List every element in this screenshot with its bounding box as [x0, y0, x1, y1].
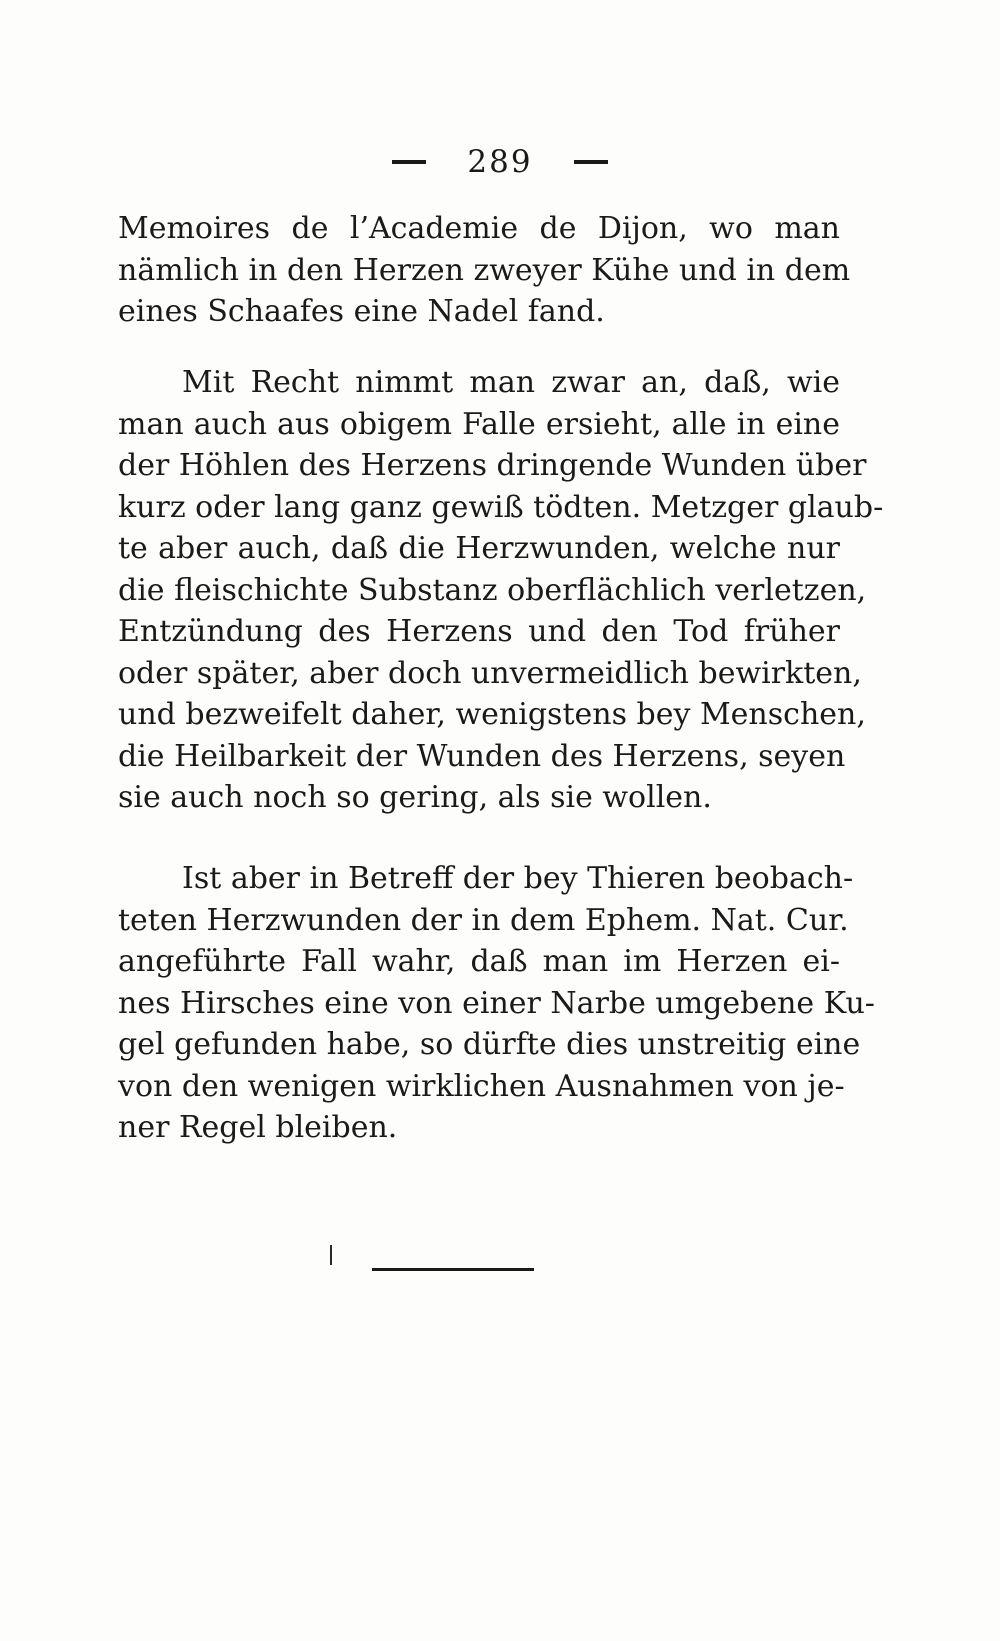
- header-dash-right: [574, 160, 608, 164]
- text-line: angeführte Fall wahr, daß man im Herzen ei-: [118, 944, 840, 979]
- text-line: Entzündung des Herzens und den Tod früher: [118, 614, 840, 649]
- paragraph-3: [118, 858, 875, 1149]
- print-speck: [330, 1245, 332, 1265]
- text-line: kurz oder lang ganz gewiß tödten. Metzger glaub-: [118, 489, 884, 525]
- text-line: man auch aus obigem Falle ersieht, alle in eine: [118, 406, 840, 442]
- page-header: [0, 142, 1000, 180]
- section-end-rule: [372, 1268, 534, 1271]
- text-line: sie auch noch so gering, als sie wollen.: [118, 780, 712, 815]
- header-dash-left: [392, 160, 426, 164]
- text-line: gel gefunden habe, so dürfte dies unstreitig eine: [118, 1027, 861, 1062]
- text-line: Ist aber in Betreff der bey Thieren beobach-: [182, 861, 854, 896]
- text-line: die fleischichte Substanz oberflächlich verletzen,: [118, 572, 867, 608]
- text-line: die Heilbarkeit der Wunden des Herzens, seyen: [118, 738, 846, 774]
- paragraph-2: [118, 362, 884, 819]
- text-line: und bezweifelt daher, wenigstens bey Menschen,: [118, 697, 866, 732]
- text-line: teten Herzwunden der in dem Ephem. Nat. Cur.: [118, 902, 849, 938]
- text-line: eines Schaafes eine Nadel fand.: [118, 294, 605, 329]
- text-line: ner Regel bleiben.: [118, 1110, 398, 1145]
- text-line: von den wenigen wirklichen Ausnahmen von je-: [118, 1068, 845, 1104]
- text-line: nämlich in den Herzen zweyer Kühe und in dem: [118, 252, 851, 288]
- text-line: nes Hirsches eine von einer Narbe umgebene Ku-: [118, 985, 875, 1021]
- text-line: te aber auch, daß die Herzwunden, welche nur: [118, 531, 840, 566]
- page-number: 289: [467, 143, 533, 180]
- text-line: der Höhlen des Herzens dringende Wunden über: [118, 448, 867, 483]
- text-line: Mit Recht nimmt man zwar an, daß, wie: [182, 365, 840, 400]
- paragraph-1: [118, 208, 851, 333]
- text-line: Memoires de l’Academie de Dijon, wo man: [118, 211, 840, 246]
- text-line: oder später, aber doch unvermeidlich bewirkten,: [118, 655, 862, 691]
